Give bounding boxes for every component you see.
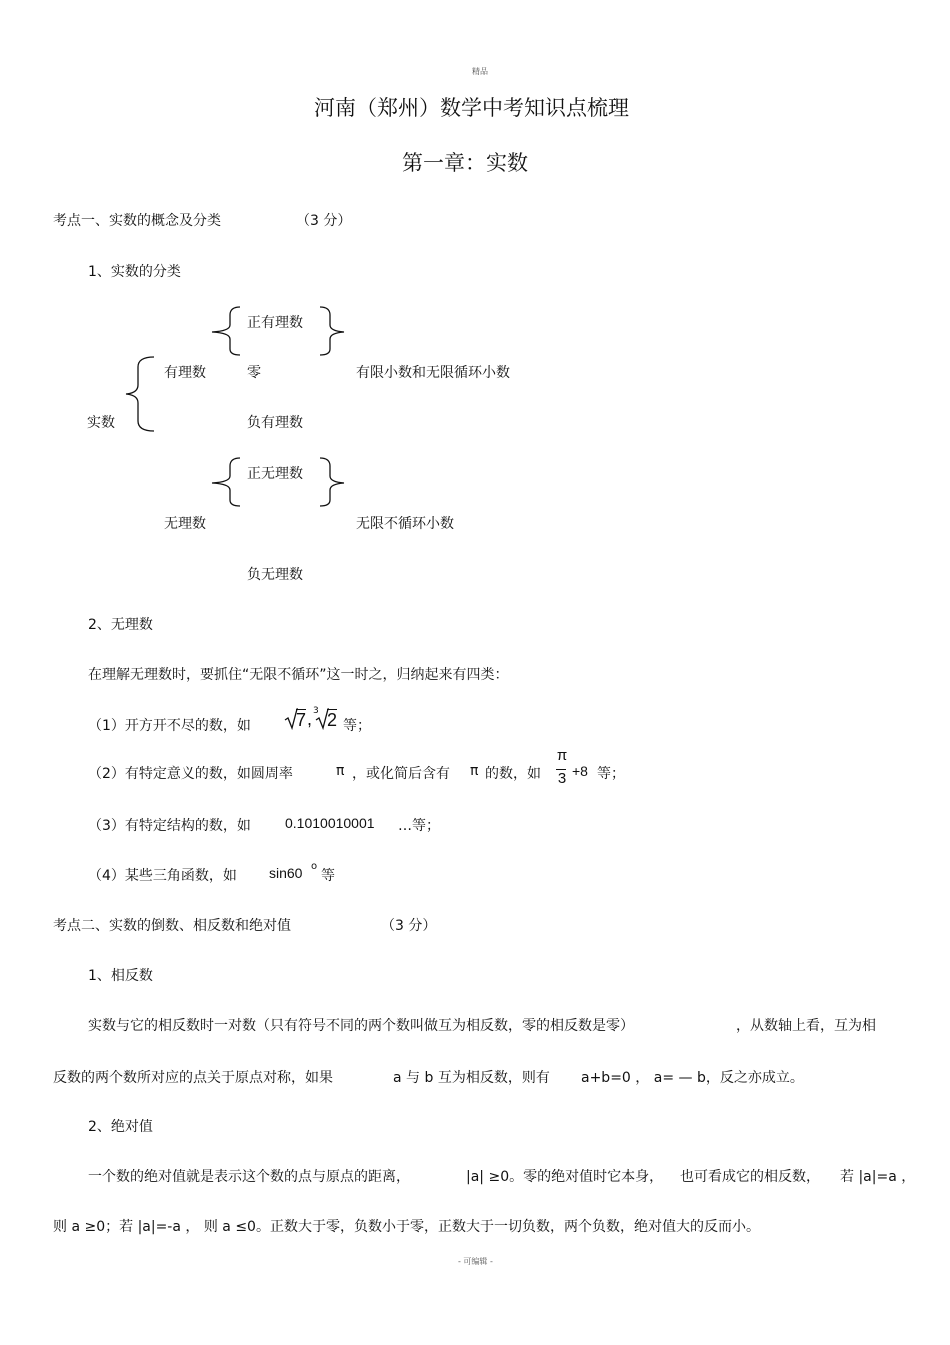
item3-suffix: …等； <box>398 818 440 834</box>
item2-prefix: （2）有特定意义的数，如圆周率 <box>88 766 293 782</box>
absolute-line2: 则 a ≥0；若 |a|=-a ， 则 a ≤0。正数大于零，负数小于零，正数大于一切负数，两个负数，绝对值大的反而小。 <box>53 1219 760 1235</box>
tree-leaf-negative-rational: 负有理数 <box>247 415 303 431</box>
item4-suffix: 等 <box>321 868 335 884</box>
item4-degree: o <box>311 861 318 872</box>
rational-right-brace <box>318 305 348 357</box>
item2-pi-second: π <box>470 763 479 779</box>
section2-points: （3 分） <box>381 918 437 934</box>
tree-leaf-positive-irrational: 正无理数 <box>247 466 303 482</box>
tree-root-real: 实数 <box>87 415 115 431</box>
opposite-line1-part2: ，从数轴上看，互为相 <box>736 1018 876 1034</box>
rational-left-brace <box>210 305 242 357</box>
chapter-title: 第一章：实数 <box>402 151 528 175</box>
item3-prefix: （3）有特定结构的数，如 <box>88 818 251 834</box>
item1-suffix: 等； <box>343 718 371 734</box>
section1-heading: 考点一、实数的概念及分类 <box>53 213 221 229</box>
opposite-line2-part3: a+b=0 ， a= — b，反之亦成立。 <box>581 1070 804 1086</box>
section2-subheading-opposite: 1、相反数 <box>88 968 153 984</box>
item1-comma: , <box>307 709 313 729</box>
absolute-line1-part2: |a| ≥0。零的绝对值时它本身， <box>466 1169 664 1185</box>
item2-pi: π <box>336 763 345 779</box>
absolute-line1-part3: 也可看成它的相反数， <box>680 1169 820 1185</box>
irrational-intro: 在理解无理数时，要抓住“无限不循环”这一时之，归纳起来有四类： <box>88 667 509 683</box>
irrational-right-brace <box>318 456 348 508</box>
fraction-pi-over-3 <box>556 747 568 787</box>
cube-root-index: 3 <box>313 706 319 716</box>
section1-subheading-irrational: 2、无理数 <box>88 617 153 633</box>
tree-note-rational: 有限小数和无限循环小数 <box>356 365 510 381</box>
item2-middle-second: 的数，如 <box>485 766 541 782</box>
bottom-watermark: - 可编辑 - <box>458 1257 493 1266</box>
tree-node-irrational: 无理数 <box>164 516 206 532</box>
opposite-line2-part2: a 与 b 互为相反数，则有 <box>393 1070 550 1086</box>
section2-heading: 考点二、实数的倒数、相反数和绝对值 <box>53 918 291 934</box>
opposite-line1-part1: 实数与它的相反数时一对数（只有符号不同的两个数叫做互为相反数，零的相反数是零） <box>88 1018 634 1034</box>
tree-node-rational: 有理数 <box>164 365 206 381</box>
absolute-line1-part4: 若 |a|=a ， <box>840 1169 916 1185</box>
item3-value: 0.1010010001 <box>285 815 375 831</box>
section2-subheading-absolute: 2、绝对值 <box>88 1119 153 1135</box>
top-watermark: 精品 <box>472 67 488 76</box>
tree-leaf-zero: 零 <box>247 365 261 381</box>
item4-prefix: （4）某些三角函数，如 <box>88 868 237 884</box>
item4-value: sin60 <box>269 865 303 881</box>
irrational-left-brace <box>210 456 242 508</box>
section1-points: （3 分） <box>296 213 352 229</box>
sqrt-radicand-7: 7 <box>296 710 307 730</box>
document-title: 河南（郑州）数学中考知识点梳理 <box>314 96 629 120</box>
item2-middle: ，或化简后含有 <box>352 766 450 782</box>
fraction-numerator: π <box>556 747 568 764</box>
absolute-line1-part1: 一个数的绝对值就是表示这个数的点与原点的距离， <box>88 1169 410 1185</box>
fraction-bar <box>556 769 566 770</box>
fraction-denominator: 3 <box>557 770 567 787</box>
item2-suffix: 等； <box>597 766 625 782</box>
item2-plus-eight: +8 <box>572 763 588 779</box>
cube-root-radicand-2: 2 <box>327 710 338 730</box>
section1-subheading-classification: 1、实数的分类 <box>88 264 181 280</box>
tree-note-irrational: 无限不循环小数 <box>356 516 454 532</box>
tree-leaf-positive-rational: 正有理数 <box>247 315 303 331</box>
item1-prefix: （1）开方开不尽的数，如 <box>88 718 251 734</box>
root-left-brace <box>124 355 156 435</box>
opposite-line2-part1: 反数的两个数所对应的点关于原点对称，如果 <box>53 1070 333 1086</box>
tree-leaf-negative-irrational: 负无理数 <box>247 567 303 583</box>
